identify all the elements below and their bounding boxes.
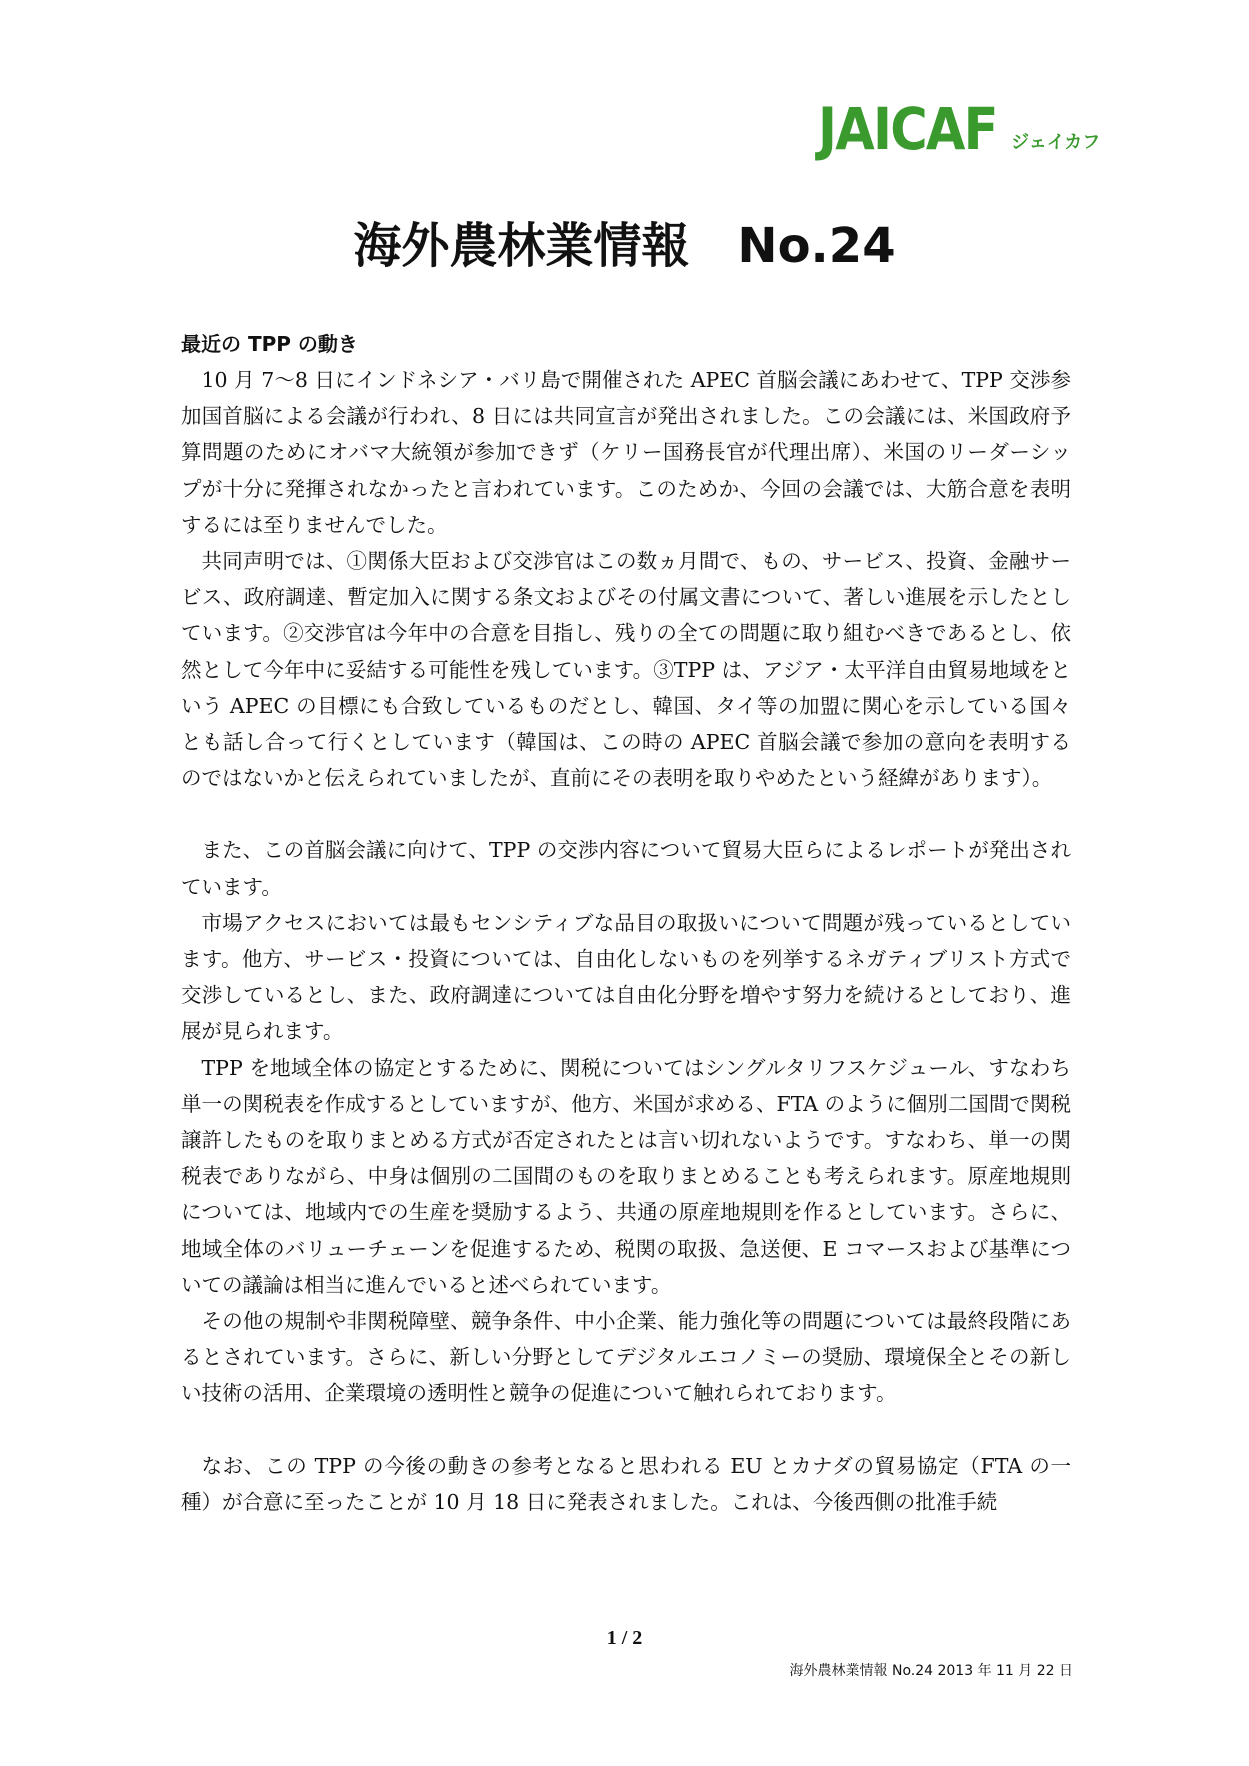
paragraph-tariff-schedule: TPP を地域全体の協定とするために、関税についてはシングルタリフスケジュール、すなわち単一の関税表を作成するとしていますが、他方、米国が求める、FTA のように個別二国間で関税譲許したものを取りまとめる方式が否定されたとは言い切れないようです。すなわち、単一の関税表でありながら、中身は個別の二国間のものを取りまとめることも考えられます。原産地規則については、地域内での生産を奨励するよう、共通の原産地規則を作るとしています。さらに、地域全体のバリューチェーンを促進するため、税関の取扱、急送便、E コマースおよび基準についての議論は相当に進んでいると述べられています。 [181,1055,1071,1297]
paragraph-gap [181,796,1071,832]
section-heading: 最近の TPP の動き [181,332,358,356]
logo-kana: ジェイカフ [1011,132,1101,153]
paragraph-market-access: 市場アクセスにおいては最もセンシティブな品目の取扱いについて問題が残っているとしています。他方、サービス・投資については、自由化しないものを列挙するネガティブリスト方式で交渉しているとし、また、政府調達については自由化分野を増やす努力を続けるとしており、進展が見られます。 [181,910,1071,1044]
paragraph-joint-statement: 共同声明では、①関係大臣および交渉官はこの数ヵ月間で、もの、サービス、投資、金融サービス、政府調達、暫定加入に関する条文およびその付属文書について、著しい進展を示したとしています。②交渉官は今年中の合意を目指し、残りの全ての問題に取り組むべきであるとし、依然として今年中に妥結する可能性を残しています。③TPP は、アジア・太平洋自由貿易地域をという APEC の目標にも合致しているものだとし、韓国、タイ等の加盟に関心を示している国々とも話し合って行くとしています（韓国は、この時の APEC 首脳会議で参加の意向を表明するのではないかと伝えられていましたが、直前にその表明を取りやめたという経緯があります）。 [181,549,1071,791]
paragraph-eu-canada: なお、この TPP の今後の動きの参考となると思われる EU とカナダの貿易協定（FTA の一種）が合意に至ったことが 10 月 18 日に発表されました。これは、今後西側の批准手続 [181,1453,1071,1514]
page-number: 1 / 2 [606,1627,643,1649]
footer-citation: 海外農林業情報 No.24 2013 年 11 月 22 日 [789,1663,1073,1679]
document-title: 海外農林業情報 No.24 [353,218,896,274]
paragraph-ministers-report: また、この首脳会議に向けて、TPP の交渉内容について貿易大臣らによるレポートが発出されています。 [181,838,1071,899]
paragraph-gap [181,1412,1071,1448]
paragraph-apec-summit: 10 月 7～8 日にインドネシア・バリ島で開催された APEC 首脳会議にあわせて、TPP 交渉参加国首脳による会議が行われ、8 日には共同宣言が発出されました。この会議には、米国政府予算問題のためにオバマ大統領が参加できず（ケリー国務長官が代理出席）、米国のリーダーシップが十分に発揮されなかったと言われています。このためか、今回の会議では、大筋合意を表明するには至りませんでした。 [181,368,1071,537]
jaicaf-logo [818,95,1101,163]
logo-wordmark: JAICAF [818,95,997,163]
paragraph-other-issues: その他の規制や非関税障壁、競争条件、中小企業、能力強化等の問題については最終段階にあるとされています。さらに、新しい分野としてデジタルエコノミーの奨励、環境保全とその新しい技術の活用、企業環境の透明性と競争の促進について触れられております。 [181,1309,1071,1406]
document-body [181,326,1071,1520]
